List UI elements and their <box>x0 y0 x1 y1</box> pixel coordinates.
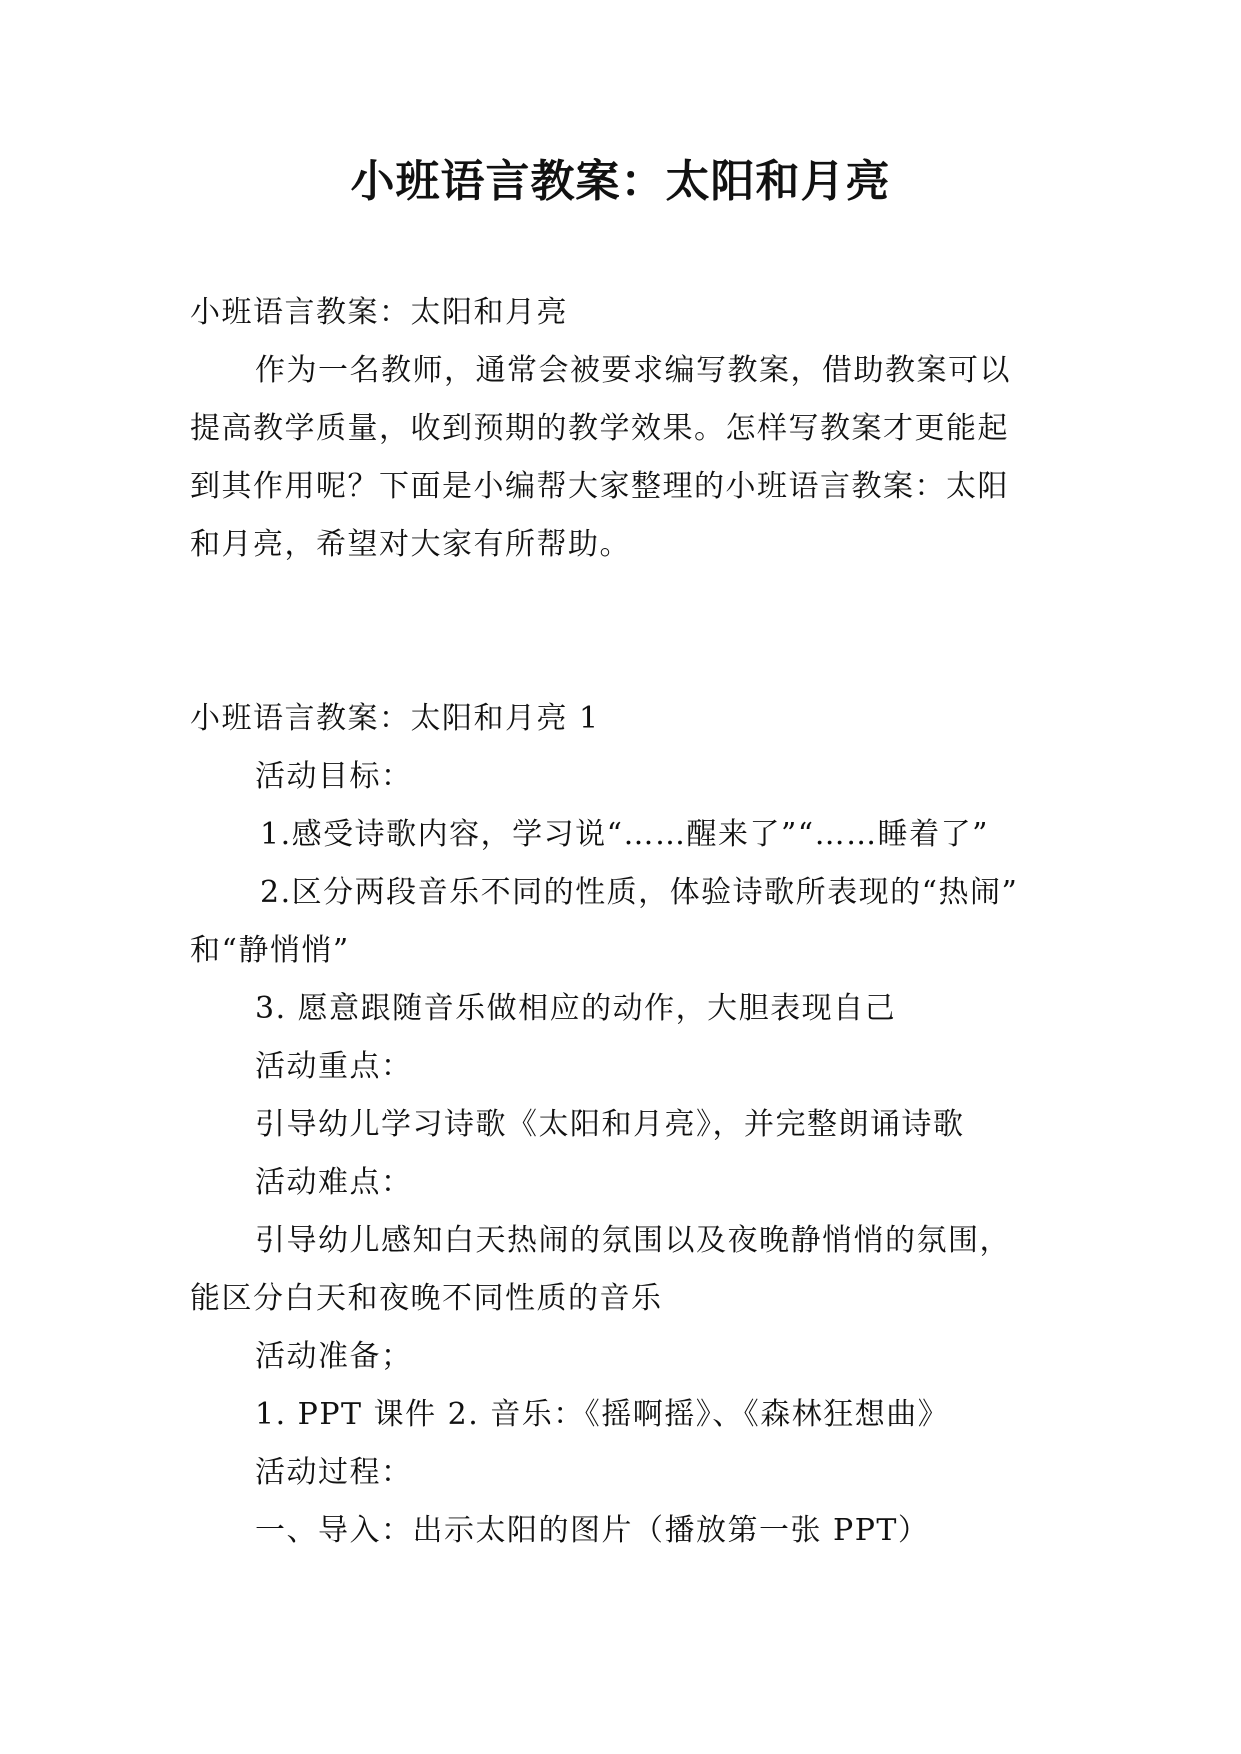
intro-paragraph-line-1: 作为一名教师，通常会被要求编写教案，借助教案可以 <box>255 353 1011 388</box>
activity-focus-text: 引导幼儿学习诗歌《太阳和月亮》，并完整朗诵诗歌 <box>255 1107 965 1142</box>
activity-difficulty-line-2: 能区分白天和夜晚不同性质的音乐 <box>190 1281 663 1316</box>
activity-preparation-text: 1. PPT 课件 2. 音乐：《摇啊摇》、《森林狂想曲》 <box>255 1397 950 1432</box>
intro-paragraph-line-2: 提高教学质量，收到预期的教学效果。怎样写教案才更能起 <box>190 411 1009 446</box>
goal-2-line: 2.区分两段音乐不同的性质，体验诗歌所表现的“热闹” <box>260 875 1019 910</box>
intro-heading: 小班语言教案：太阳和月亮 <box>190 295 568 330</box>
section-heading: 小班语言教案：太阳和月亮 1 <box>190 701 600 736</box>
activity-goals-label: 活动目标： <box>255 759 413 794</box>
intro-paragraph-line-4: 和月亮，希望对大家有所帮助。 <box>190 527 631 562</box>
activity-process-label: 活动过程： <box>255 1455 413 1490</box>
activity-difficulty-label: 活动难点： <box>255 1165 413 1200</box>
activity-process-step-1: 一、导入：出示太阳的图片（播放第一张 PPT） <box>255 1513 930 1548</box>
goal-3-line: 3. 愿意跟随音乐做相应的动作，大胆表现自己 <box>255 991 897 1026</box>
intro-paragraph-line-3: 到其作用呢？下面是小编帮大家整理的小班语言教案：太阳 <box>190 469 1009 504</box>
activity-focus-label: 活动重点： <box>255 1049 413 1084</box>
document-title: 小班语言教案：太阳和月亮 <box>350 156 891 207</box>
activity-difficulty-line-1: 引导幼儿感知白天热闹的氛围以及夜晚静悄悄的氛围， <box>255 1223 1011 1258</box>
activity-preparation-label: 活动准备； <box>255 1339 413 1374</box>
goal-2-continued: 和“静悄悄” <box>190 933 350 968</box>
goal-1-line: 1.感受诗歌内容，学习说“……醒来了”“……睡着了” <box>260 817 989 852</box>
